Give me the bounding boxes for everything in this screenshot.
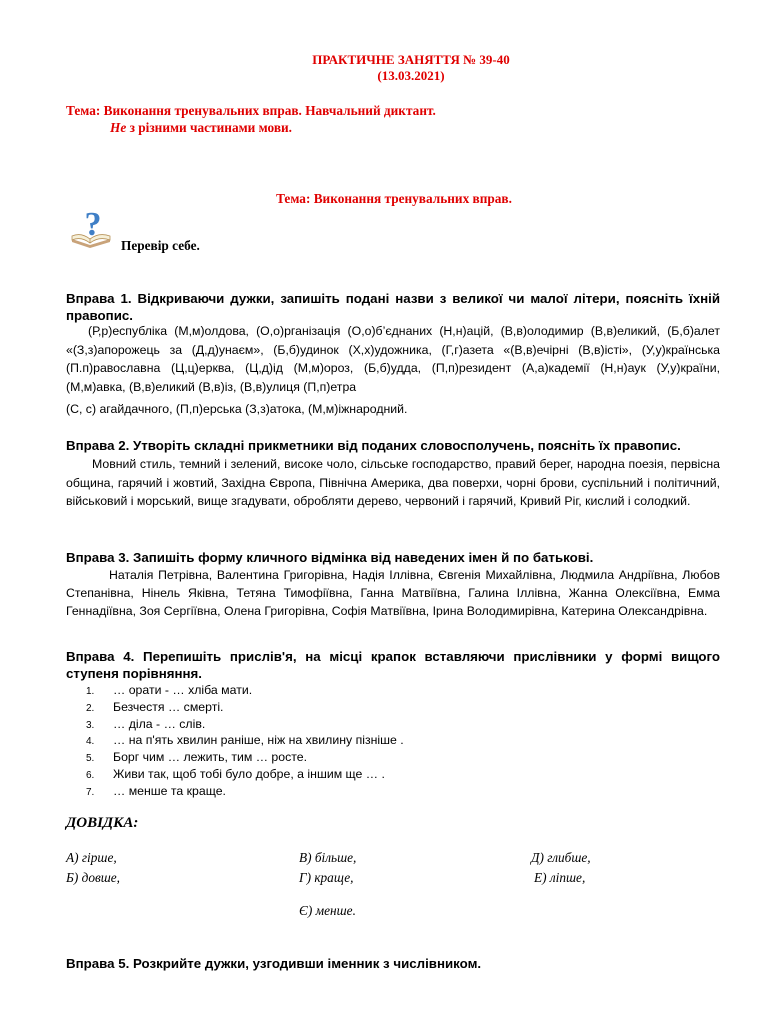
reference-answer-b: Б) довше, bbox=[66, 870, 121, 885]
exercise-2-heading: Вправа 2. Утворіть складні прикметники від поданих словосполучень, поясніть їх правопис. bbox=[66, 438, 681, 453]
list-item: 1. … орати - … хліба мати. bbox=[86, 683, 253, 697]
check-yourself-label: Перевір себе. bbox=[121, 238, 200, 253]
reference-answer-d: Д) глибше, bbox=[531, 850, 591, 865]
reference-answer-e: Е) ліпше, bbox=[534, 870, 586, 885]
topic-line2-rest: з різними частинами мови. bbox=[126, 120, 292, 135]
lesson-topic-line1: Тема: Виконання тренувальних вправ. Навчальний диктант. bbox=[66, 103, 436, 118]
page-title: ПРАКТИЧНЕ ЗАНЯТТЯ № 39-40 bbox=[312, 52, 510, 67]
reference-answer-ye: Є) менше. bbox=[299, 903, 356, 918]
exercise-1-body-last: (С, с) агайдачного, (П,п)ерська (З,з)атока, (М,м)іжнародний. bbox=[66, 402, 408, 416]
list-item: 6. Живи так, щоб тобі було добре, а іншим ще … . bbox=[86, 766, 385, 781]
exercise-2-body: Мовний стиль, темний і зелений, високе чоло, сільське господарство, правий берег, народна поезія, первісна община, гарячий і жовтий, Західна Європа, Північна Америка, два поверхи, чорні брови, суспільний і політичний, військовий і морський, вище згадувати, обробляти дерево, червоний і гарячий, Кривий Ріг, кислий і солодкий. bbox=[66, 457, 720, 508]
exercise-3-body: Наталія Петрівна, Валентина Григорівна, Надія Іллівна, Євгенія Михайлівна, Людмила Андріївна, Любов Степанівна, Нінель Яківна, Тетяна Тимофіївна, Ганна Матвіївна, Галина Іллівна, Жанна Олексіївна, Емма Геннадіївна, Зоя Сергіївна, Олена Григорівна, Софія Матвіївна, Ірина Володимирівна, Катерина Олександрівна. bbox=[66, 568, 720, 618]
section-topic: Тема: Виконання тренувальних вправ. bbox=[276, 191, 512, 206]
list-item: 3. … діла - … слів. bbox=[86, 716, 206, 731]
question-book-icon bbox=[68, 205, 114, 251]
svg-text:?: ? bbox=[84, 206, 102, 243]
reference-answer-a: А) гірше, bbox=[66, 850, 117, 865]
list-item: 7. … менше та краще. bbox=[86, 783, 226, 798]
exercise-5-heading: Вправа 5. Розкрийте дужки, узгодивши іменник з числівником. bbox=[66, 956, 482, 971]
list-item: 2. Безчестя … смерті. bbox=[86, 699, 224, 714]
reference-answer-v: В) більше, bbox=[299, 850, 357, 865]
list-item: 4. … на п'ять хвилин раніше, ніж на хвилину пізніше . bbox=[86, 733, 404, 748]
exercise-3-heading: Вправа 3. Запишіть форму кличного відмінка від наведених імен й по батькові. bbox=[66, 550, 594, 565]
lesson-topic-line2 bbox=[110, 120, 292, 136]
topic-ne-word: Не bbox=[110, 120, 127, 135]
reference-title: ДОВІДКА: bbox=[66, 815, 139, 831]
proverb-list bbox=[86, 682, 404, 800]
page-date: (13.03.2021) bbox=[377, 68, 445, 83]
list-item: 5. Борг чим … лежить, тим … росте. bbox=[86, 750, 308, 765]
exercise-1-body: (Р,р)еспубліка (М,м)олдова, (О,о)рганізація (О,о)б’єднаних (Н,н)ацій, (В,в)олодимир (В,в)еликий, (Б,б)алет «(З,з)апорожець за (Д,д)унаєм», (Б,б)удинок (Х,х)удожника, (Г,г)азета «(В,в)ечірні (В,в)істі», (У,у)країнська (П.п)равославна (Ц,ц)ерква, (Ц,д)ід (М,м)ороз, (Б,б)удда, (П,п)резидент (А,а)кадемії (Н,н)аук (У,у)країни, (М,м)авка, (В,в)еликий (В,в)із, (В,в)улиця (П,п)етра bbox=[66, 324, 720, 394]
exercise-4-heading: Вправа 4. Перепишіть прислів'я, на місці крапок вставляючи прислівники у формі вищого ступеня порівняння. bbox=[66, 649, 720, 681]
exercise-1-heading: Вправа 1. Відкриваючи дужки, запишіть подані назви з великої чи малої літери, поясніть їхній правопис. bbox=[66, 291, 720, 323]
reference-answer-g: Г) краще, bbox=[299, 870, 354, 885]
